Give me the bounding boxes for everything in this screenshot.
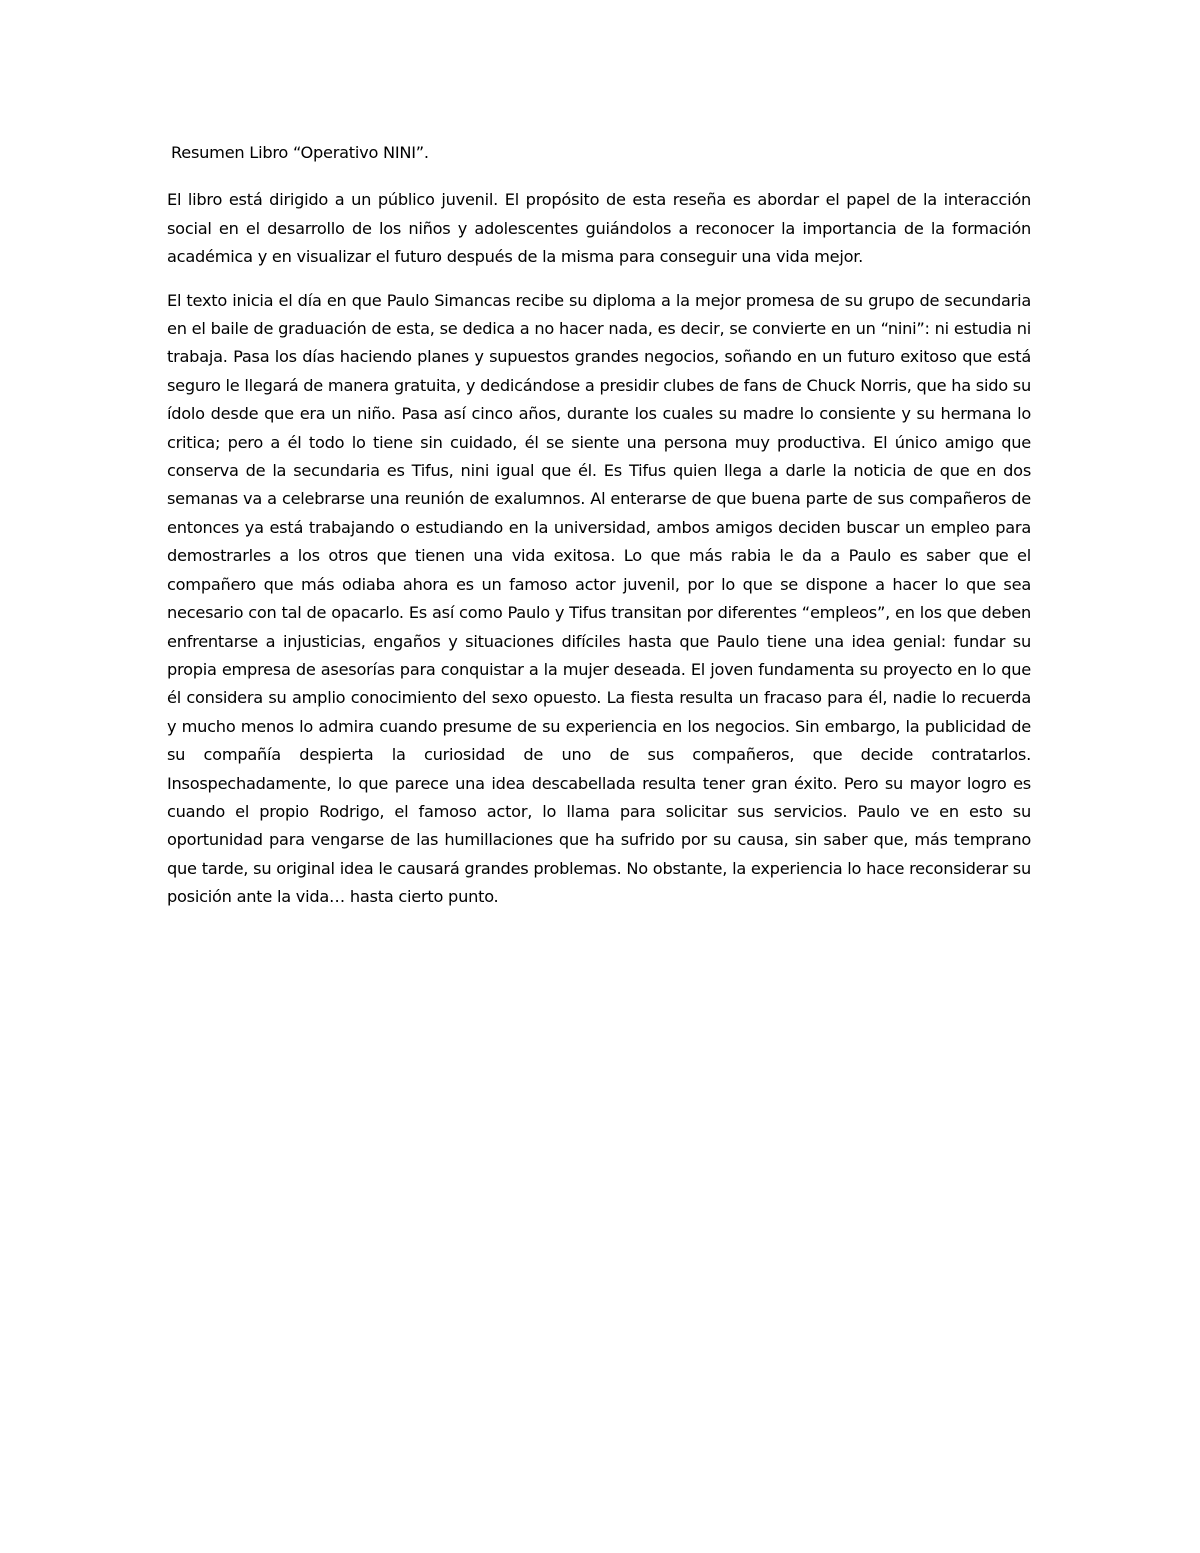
document-title: Resumen Libro “Operativo NINI”. — [171, 143, 429, 162]
document-body — [167, 139, 1031, 927]
paragraph-summary: El texto inicia el día en que Paulo Simancas recibe su diploma a la mejor promesa de su grupo de secundaria en el baile de graduación de esta, se dedica a no hacer nada, es decir, se convierte en un “nini”: ni estudia ni trabaja. Pasa los días haciendo planes y supuestos grandes negocios, soñando en un futuro exitoso que está seguro le llegará de manera gratuita, y dedicándose a presidir clubes de fans de Chuck Norris, que ha sido su ídolo desde que era un niño. Pasa así cinco años, durante los cuales su madre lo consiente y su hermana lo critica; pero a él todo lo tiene sin cuidado, él se siente una persona muy productiva. El único amigo que conserva de la secundaria es Tifus, nini igual que él. Es Tifus quien llega a darle la noticia de que en dos semanas va a celebrarse una reunión de exalumnos. Al enterarse de que buena parte de sus compañeros de entonces ya está trabajando o estudiando en la universidad, ambos amigos deciden buscar un empleo para demostrarles a los otros que tienen una vida exitosa. Lo que más rabia le da a Paulo es saber que el compañero que más odiaba ahora es un famoso actor juvenil, por lo que se dispone a hacer lo que sea necesario con tal de opacarlo. Es así como Paulo y Tifus transitan por diferentes “empleos”, en los que deben enfrentarse a injusticias, engaños y situaciones difíciles hasta que Paulo tiene una idea genial: fundar su propia empresa de asesorías para conquistar a la mujer deseada. El joven fundamenta su proyecto en lo que él considera su amplio conocimiento del sexo opuesto. La fiesta resulta un fracaso para él, nadie lo recuerda y mucho menos lo admira cuando presume de su experiencia en los negocios. Sin embargo, la publicidad de su compañía despierta la curiosidad de uno de sus compañeros, que decide contratarlos. Insospechadamente, lo que parece una idea descabellada resulta tener gran éxito. Pero su mayor logro es cuando el propio Rodrigo, el famoso actor, lo llama para solicitar sus servicios. Paulo ve en esto su oportunidad para vengarse de las humillaciones que ha sufrido por su causa, sin saber que, más temprano que tarde, su original idea le causará grandes problemas. No obstante, la experiencia lo hace reconsiderar su posición ante la vida… hasta cierto punto. — [167, 290, 1031, 907]
paragraph-intro: El libro está dirigido a un público juvenil. El propósito de esta reseña es abordar el papel de la interacción social en el desarrollo de los niños y adolescentes guiándolos a reconocer la importancia de la formación académica y en visualizar el futuro después de la misma para conseguir una vida mejor. — [167, 190, 1031, 267]
